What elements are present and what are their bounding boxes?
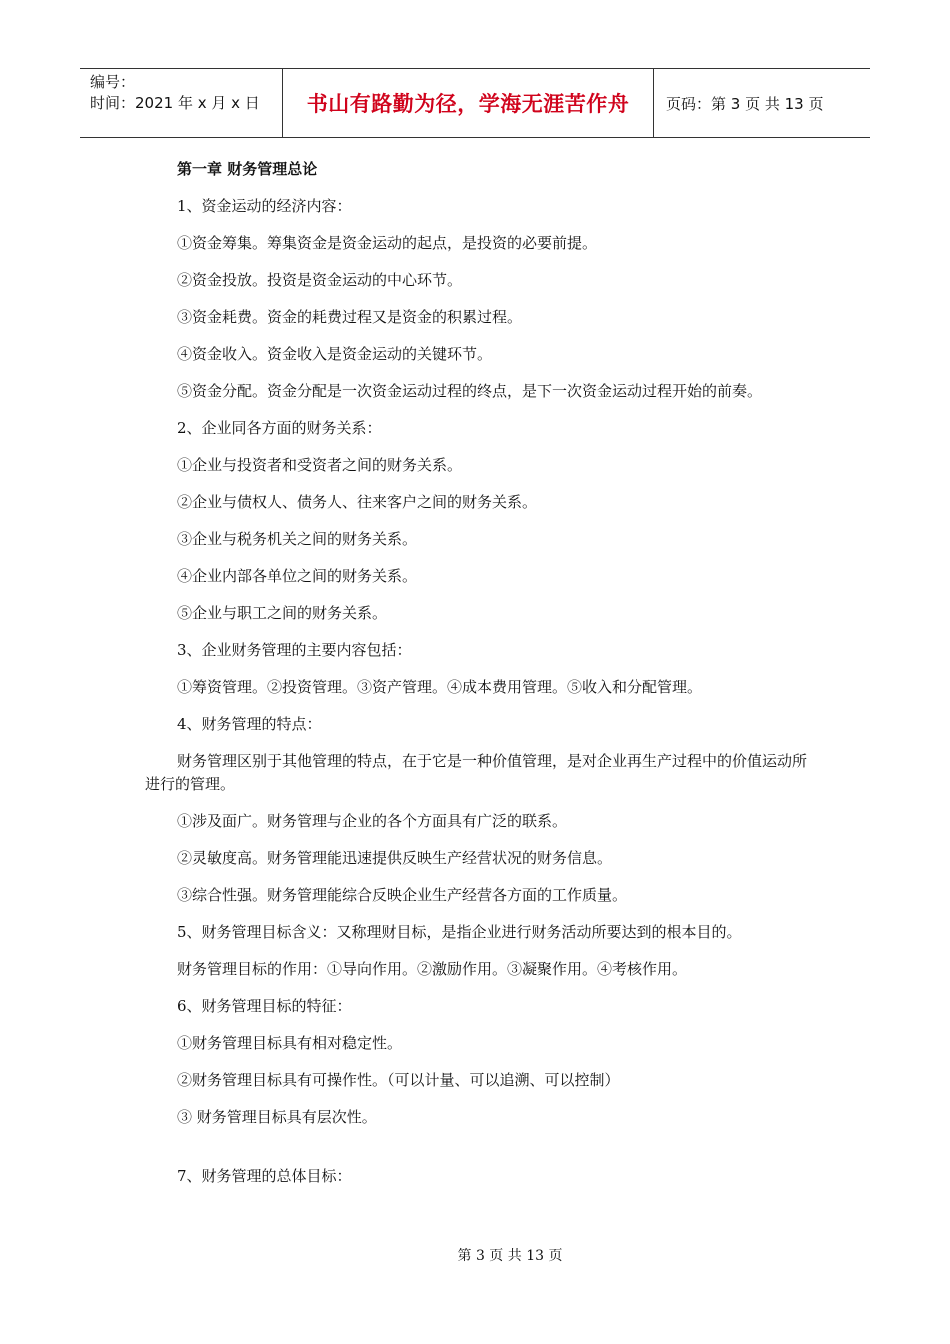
paragraph: ④企业内部各单位之间的财务关系。 bbox=[177, 567, 418, 585]
paragraph: ⑤企业与职工之间的财务关系。 bbox=[177, 604, 388, 622]
paragraph: 4、财务管理的特点： bbox=[177, 715, 322, 733]
paragraph: ③综合性强。财务管理能综合反映企业生产经营各方面的工作质量。 bbox=[177, 886, 628, 904]
paragraph: ③企业与税务机关之间的财务关系。 bbox=[177, 530, 418, 548]
paragraph: 1、资金运动的经济内容： bbox=[177, 197, 352, 215]
header-motto-cell bbox=[282, 69, 654, 137]
time-label: 时间：2021 年 x 月 x 日 bbox=[90, 94, 260, 112]
header-page-number: 页码：第 3 页 共 13 页 bbox=[666, 94, 824, 113]
spacer bbox=[145, 1143, 810, 1165]
paragraph: 5、财务管理目标含义：又称理财目标，是指企业进行财务活动所要达到的根本目的。 bbox=[177, 923, 742, 941]
paragraph: 财务管理目标的作用：①导向作用。②激励作用。③凝聚作用。④考核作用。 bbox=[177, 960, 688, 978]
chapter-title: 第一章 财务管理总论 bbox=[177, 160, 318, 178]
paragraph: ②财务管理目标具有可操作性。（可以计量、可以追溯、可以控制） bbox=[177, 1071, 620, 1089]
paragraph: ①资金筹集。筹集资金是资金运动的起点，是投资的必要前提。 bbox=[177, 234, 598, 252]
paragraph: ①涉及面广。财务管理与企业的各个方面具有广泛的联系。 bbox=[177, 812, 568, 830]
paragraph: ②资金投放。投资是资金运动的中心环节。 bbox=[177, 271, 463, 289]
paragraph-last: 7、财务管理的总体目标： bbox=[177, 1167, 352, 1185]
paragraph: ①财务管理目标具有相对稳定性。 bbox=[177, 1034, 403, 1052]
motto-text: 书山有路勤为径，学海无涯苦作舟 bbox=[306, 92, 630, 116]
paragraph: 2、企业同各方面的财务关系： bbox=[177, 419, 382, 437]
code-label: 编号： bbox=[90, 73, 136, 91]
paragraph: 财务管理区别于其他管理的特点，在于它是一种价值管理，是对企业再生产过程中的价值运动所进行的管理。 bbox=[145, 752, 808, 793]
paragraph: ③ 财务管理目标具有层次性。 bbox=[177, 1108, 377, 1126]
document-body bbox=[145, 158, 810, 1202]
paragraph: 3、企业财务管理的主要内容包括： bbox=[177, 641, 412, 659]
paragraph: ②企业与债权人、债务人、往来客户之间的财务关系。 bbox=[177, 493, 538, 511]
footer-page-number: 第 3 页 共 13 页 bbox=[457, 1248, 563, 1264]
paragraph: ⑤资金分配。资金分配是一次资金运动过程的终点，是下一次资金运动过程开始的前奏。 bbox=[177, 382, 763, 400]
paragraph: 6、财务管理目标的特征： bbox=[177, 997, 352, 1015]
header-page-cell bbox=[654, 69, 870, 137]
page-header bbox=[80, 68, 870, 138]
page-footer bbox=[0, 1245, 950, 1265]
paragraph: ②灵敏度高。财务管理能迅速提供反映生产经营状况的财务信息。 bbox=[177, 849, 613, 867]
paragraph: ①企业与投资者和受资者之间的财务关系。 bbox=[177, 456, 463, 474]
header-meta bbox=[80, 69, 282, 137]
paragraph: ③资金耗费。资金的耗费过程又是资金的积累过程。 bbox=[177, 308, 523, 326]
paragraph: ①筹资管理。②投资管理。③资产管理。④成本费用管理。⑤收入和分配管理。 bbox=[177, 678, 703, 696]
paragraph: ④资金收入。资金收入是资金运动的关键环节。 bbox=[177, 345, 493, 363]
